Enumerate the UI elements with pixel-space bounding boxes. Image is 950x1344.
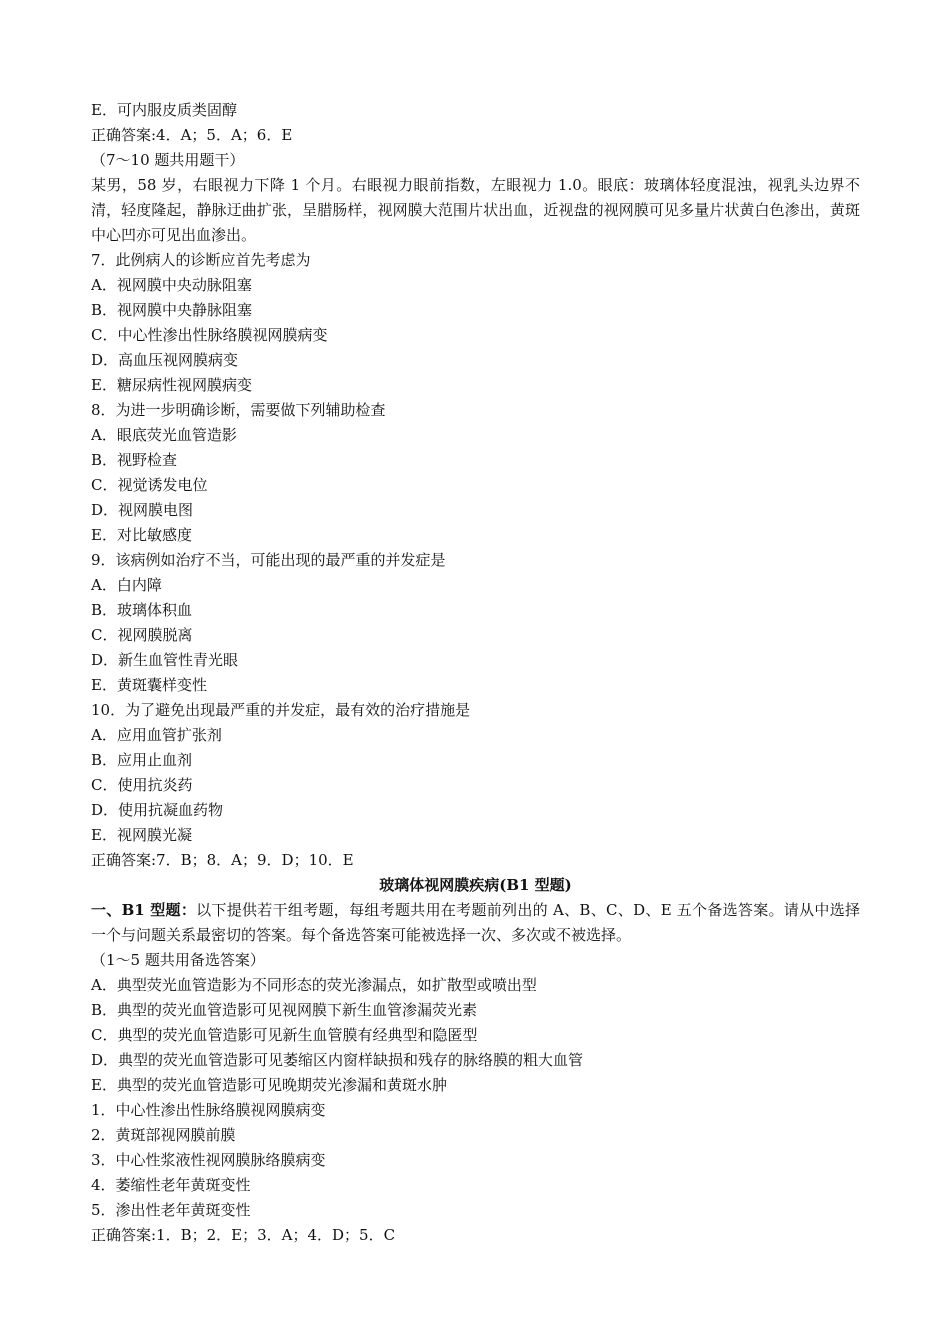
option-line: E．可内服皮质类固醇: [91, 101, 237, 119]
shared-stem-note: （7～10 题共用题干）: [91, 151, 245, 169]
option-line: A．白内障: [91, 576, 162, 594]
answer-line: 正确答案:4．A；5．A；6．E: [91, 126, 293, 144]
question-item: 3．中心性浆液性视网膜脉络膜病变: [91, 1151, 326, 1169]
option-line: B．视网膜中央静脉阻塞: [91, 301, 253, 319]
option-line: A．眼底荧光血管造影: [91, 426, 237, 444]
option-line: D．新生血管性青光眼: [91, 651, 239, 669]
option-line: A．视网膜中央动脉阻塞: [91, 276, 252, 294]
section-intro: [91, 898, 860, 948]
option-line: C．视觉诱发电位: [91, 476, 208, 494]
question-item: 4．萎缩性老年黄斑变性: [91, 1176, 251, 1194]
question-8: [91, 398, 860, 548]
option-line: E．糖尿病性视网膜病变: [91, 376, 252, 394]
option-line: D．高血压视网膜病变: [91, 351, 239, 369]
option-line: D．视网膜电图: [91, 501, 194, 519]
intro-text: 以下提供若干组考题，每组考题共用在考题前列出的 A、B、C、D、E 五个备选答案。请从中选择一个与问题关系最密切的答案。每个备选答案可能被选择一次、多次或不被选择。: [91, 901, 860, 944]
option-line: A．典型荧光血管造影为不同形态的荧光渗漏点，如扩散型或喷出型: [91, 976, 537, 994]
option-line: C．中心性渗出性脉络膜视网膜病变: [91, 326, 328, 344]
section-title: 玻璃体视网膜疾病(B1 型题): [379, 876, 572, 894]
question-10: [91, 698, 860, 848]
question-text: 10．为了避免出现最严重的并发症，最有效的治疗措施是: [91, 701, 471, 719]
question-text: 7．此例病人的诊断应首先考虑为: [91, 251, 311, 269]
option-line: C．视网膜脱离: [91, 626, 193, 644]
question-7: [91, 248, 860, 398]
question-item: 1．中心性渗出性脉络膜视网膜病变: [91, 1101, 326, 1119]
answer-line: 正确答案:7．B；8．A；9．D；10．E: [91, 851, 354, 869]
option-line: B．玻璃体积血: [91, 601, 193, 619]
question-item: 5．渗出性老年黄斑变性: [91, 1201, 251, 1219]
option-line: E．对比敏感度: [91, 526, 192, 544]
option-line: B．视野检查: [91, 451, 178, 469]
option-line: C．使用抗炎药: [91, 776, 193, 794]
option-line: A．应用血管扩张剂: [91, 726, 222, 744]
option-line: B．应用止血剂: [91, 751, 193, 769]
intro-label: 一、B1 型题：: [91, 901, 197, 919]
option-line: E．典型的荧光血管造影可见晚期荧光渗漏和黄斑水肿: [91, 1076, 447, 1094]
question-text: 9．该病例如治疗不当，可能出现的最严重的并发症是: [91, 551, 446, 569]
shared-options-note: （1～5 题共用备选答案）: [91, 951, 265, 969]
option-line: D．使用抗凝血药物: [91, 801, 224, 819]
answer-line: 正确答案:1．B；2．E；3．A；4．D；5．C: [91, 1226, 396, 1244]
option-line: E．视网膜光凝: [91, 826, 192, 844]
option-line: E．黄斑囊样变性: [91, 676, 207, 694]
question-item: 2．黄斑部视网膜前膜: [91, 1126, 236, 1144]
question-9: [91, 548, 860, 698]
question-text: 8．为进一步明确诊断，需要做下列辅助检查: [91, 401, 386, 419]
option-line: C．典型的荧光血管造影可见新生血管膜有经典型和隐匿型: [91, 1026, 478, 1044]
case-stem: 某男，58 岁，右眼视力下降 1 个月。右眼视力眼前指数，左眼视力 1.0。眼底：玻璃体轻度混浊，视乳头边界不清，轻度隆起，静脉迂曲扩张，呈腊肠样，视网膜大范围片状出血，近视盘的视网膜可见多量片状黄白色渗出，黄斑中心凹亦可见出血渗出。: [91, 176, 860, 244]
option-line: D．典型的荧光血管造影可见萎缩区内窗样缺损和残存的脉络膜的粗大血管: [91, 1051, 584, 1069]
option-line: B．典型的荧光血管造影可见视网膜下新生血管渗漏荧光素: [91, 1001, 478, 1019]
